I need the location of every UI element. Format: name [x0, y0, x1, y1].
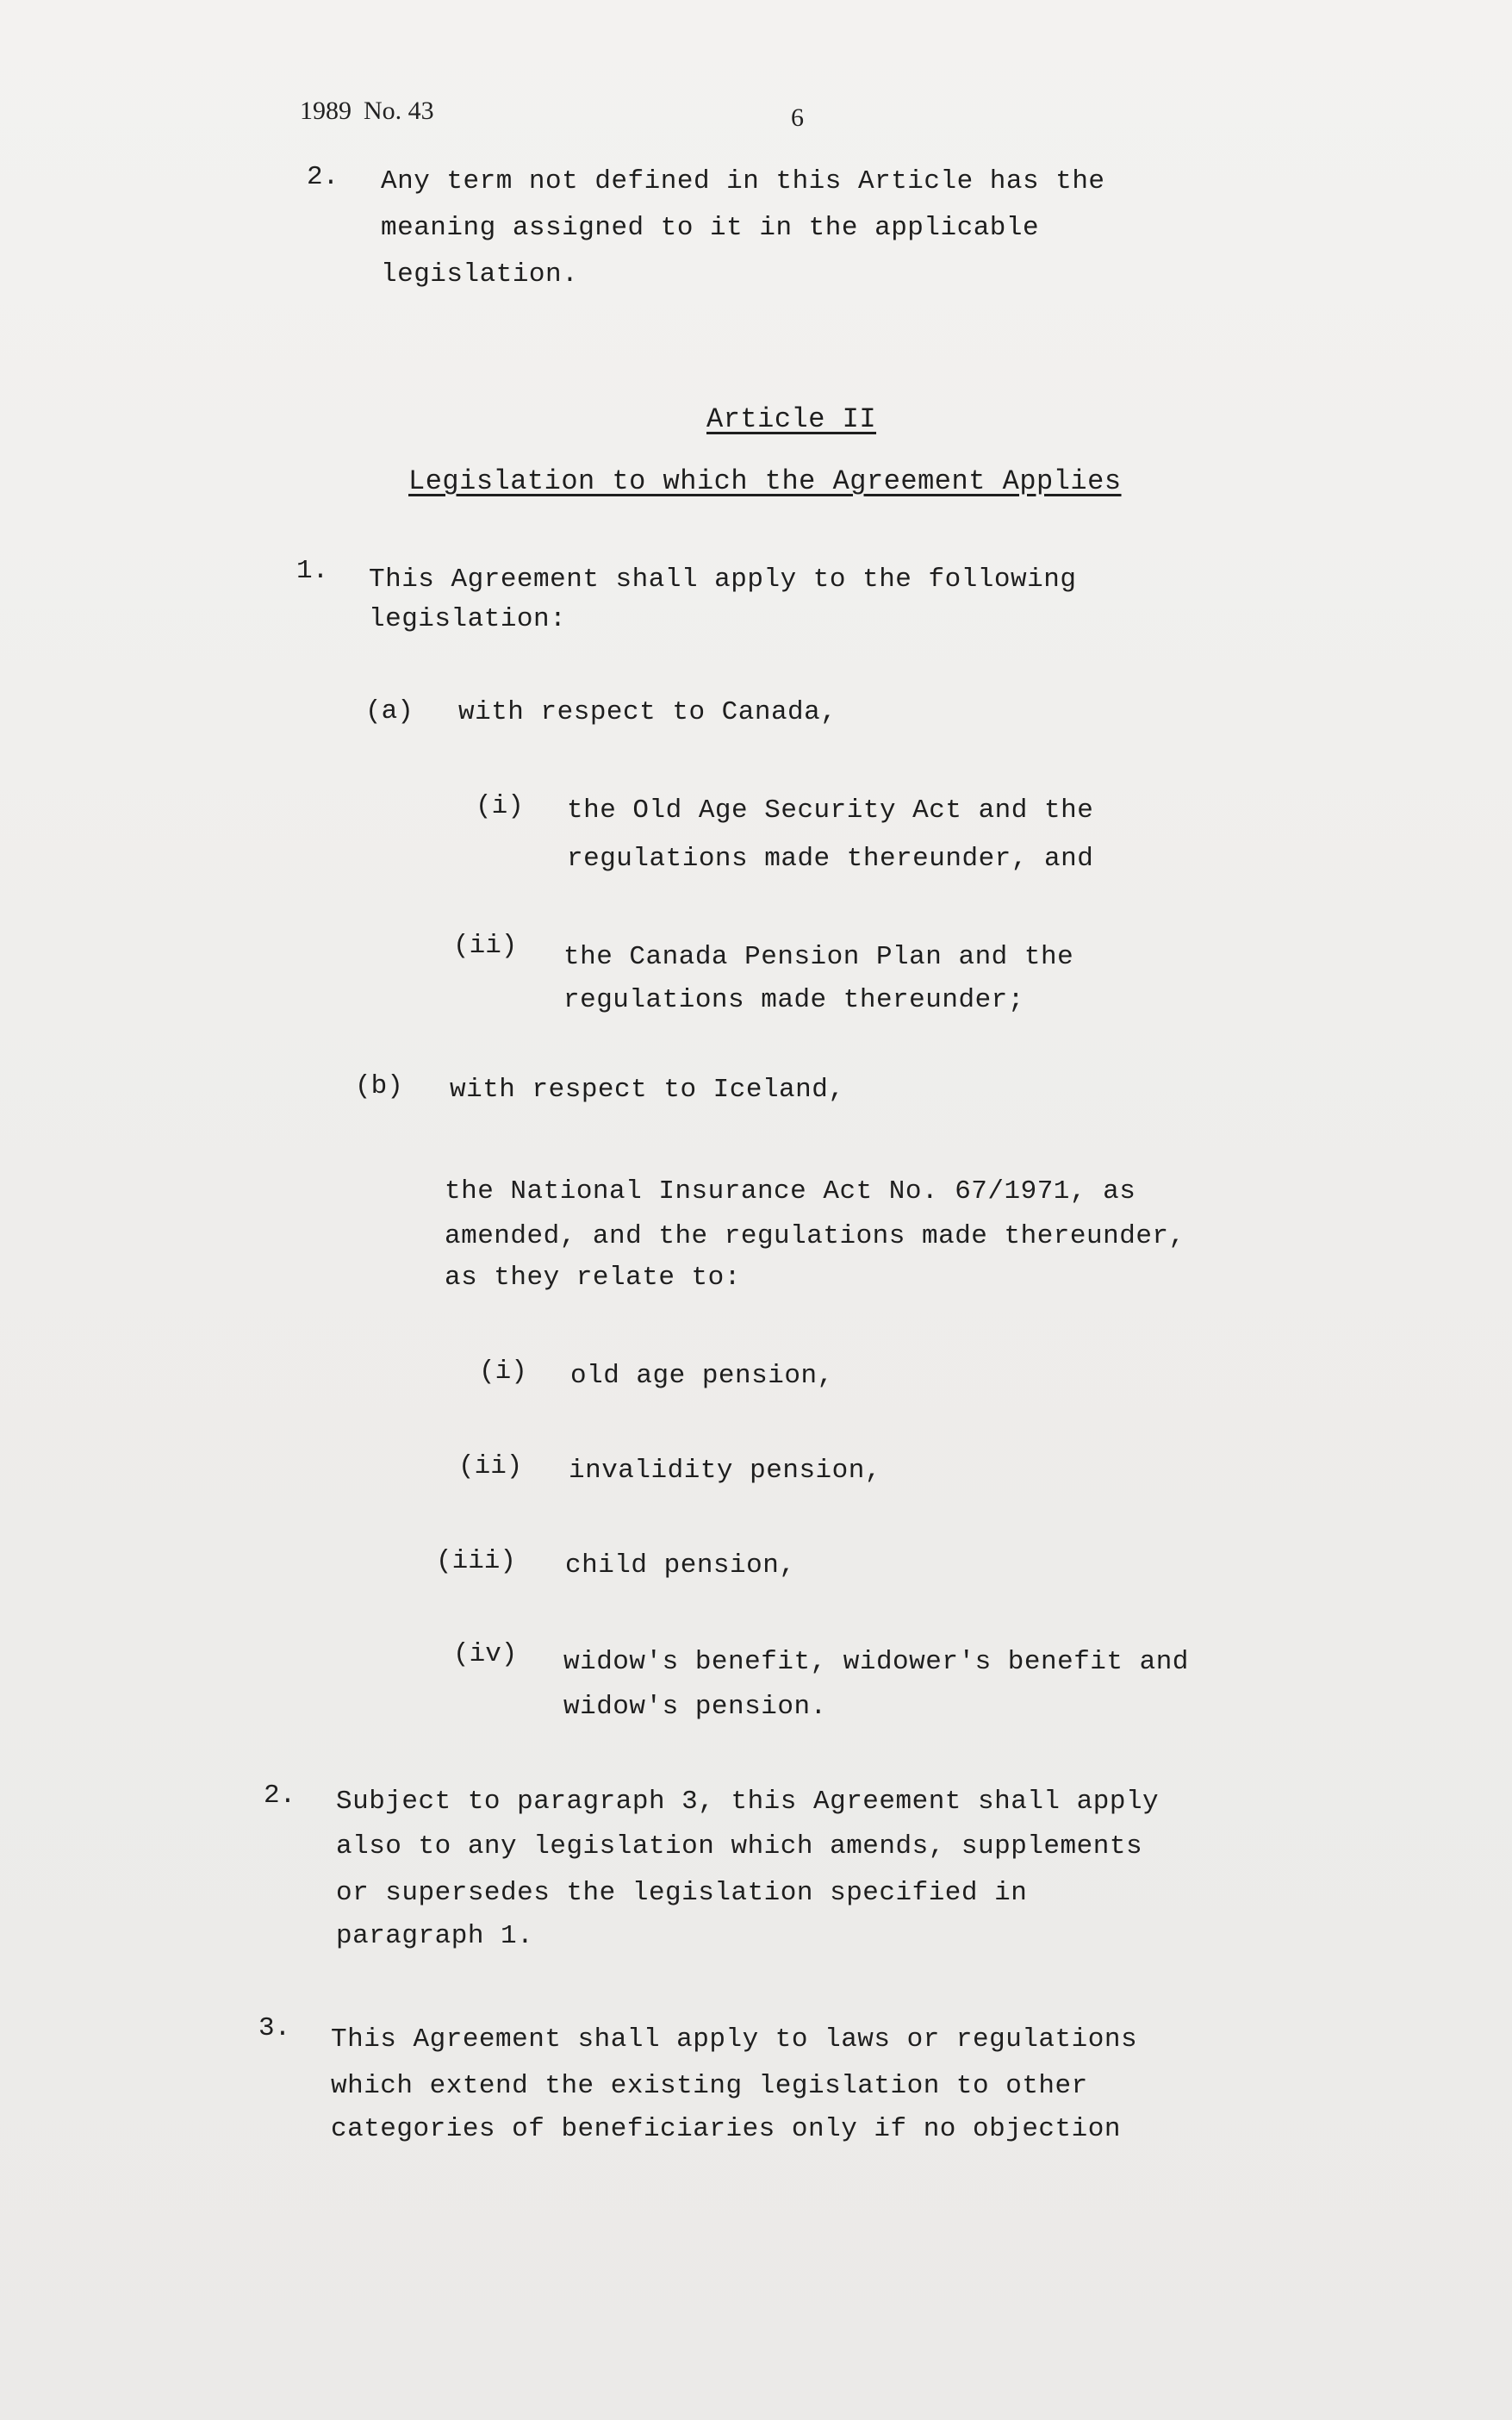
para-3-number: 3. — [258, 2013, 291, 2043]
prev-para-line-3: legislation. — [381, 259, 579, 290]
item-b-iv-line-1: widow's benefit, widower's benefit and — [563, 1647, 1189, 1677]
item-b-iii-label: (iii) — [436, 1546, 517, 1576]
document-header — [300, 97, 434, 126]
item-a-i-line-2: regulations made thereunder, and — [567, 844, 1094, 874]
prev-para-number: 2. — [307, 162, 339, 192]
item-a-ii-label: (ii) — [453, 931, 518, 961]
item-b-line-3: as they relate to: — [445, 1263, 741, 1293]
item-a-ii-line-2: regulations made thereunder; — [563, 985, 1024, 1015]
item-a-i-label: (i) — [476, 791, 524, 821]
para-2-line-4: paragraph 1. — [336, 1921, 534, 1951]
item-a-ii-line-1: the Canada Pension Plan and the — [563, 942, 1074, 972]
para-3-line-3: categories of beneficiaries only if no objection — [331, 2114, 1121, 2144]
page-number: 6 — [791, 103, 804, 132]
item-b-line-2: amended, and the regulations made thereunder, — [445, 1221, 1185, 1251]
para-1-line-1: This Agreement shall apply to the following — [369, 564, 1077, 595]
article-title: Article II — [706, 403, 877, 435]
para-2-line-1: Subject to paragraph 3, this Agreement shall apply — [336, 1787, 1160, 1817]
header-year: 1989 — [300, 97, 352, 125]
item-a-label: (a) — [365, 696, 414, 727]
item-b-i-text: old age pension, — [570, 1361, 834, 1391]
header-number: No. 43 — [364, 97, 434, 125]
item-b-line-1: the National Insurance Act No. 67/1971, as — [445, 1176, 1136, 1207]
prev-para-line-1: Any term not defined in this Article has the — [381, 166, 1105, 196]
item-b-ii-text: invalidity pension, — [569, 1456, 881, 1486]
item-b-text: with respect to Iceland, — [450, 1075, 845, 1105]
article-subtitle: Legislation to which the Agreement Applies — [408, 465, 1122, 497]
item-b-label: (b) — [355, 1071, 403, 1101]
para-2-number: 2. — [264, 1781, 296, 1811]
item-a-text: with respect to Canada, — [458, 697, 837, 727]
prev-para-line-2: meaning assigned to it in the applicable — [381, 213, 1040, 243]
para-2-line-3: or supersedes the legislation specified in — [336, 1878, 1028, 1908]
para-1-line-2: legislation: — [369, 604, 567, 634]
item-b-i-label: (i) — [479, 1357, 527, 1387]
item-b-iii-text: child pension, — [565, 1550, 796, 1581]
para-2-line-2: also to any legislation which amends, supplements — [336, 1831, 1143, 1862]
item-b-iv-label: (iv) — [453, 1639, 518, 1669]
item-b-iv-line-2: widow's pension. — [563, 1692, 827, 1722]
para-3-line-2: which extend the existing legislation to other — [331, 2071, 1088, 2101]
para-1-number: 1. — [296, 556, 329, 586]
para-3-line-1: This Agreement shall apply to laws or regulations — [331, 2024, 1138, 2055]
item-b-ii-label: (ii) — [458, 1451, 523, 1481]
item-a-i-line-1: the Old Age Security Act and the — [567, 795, 1094, 826]
